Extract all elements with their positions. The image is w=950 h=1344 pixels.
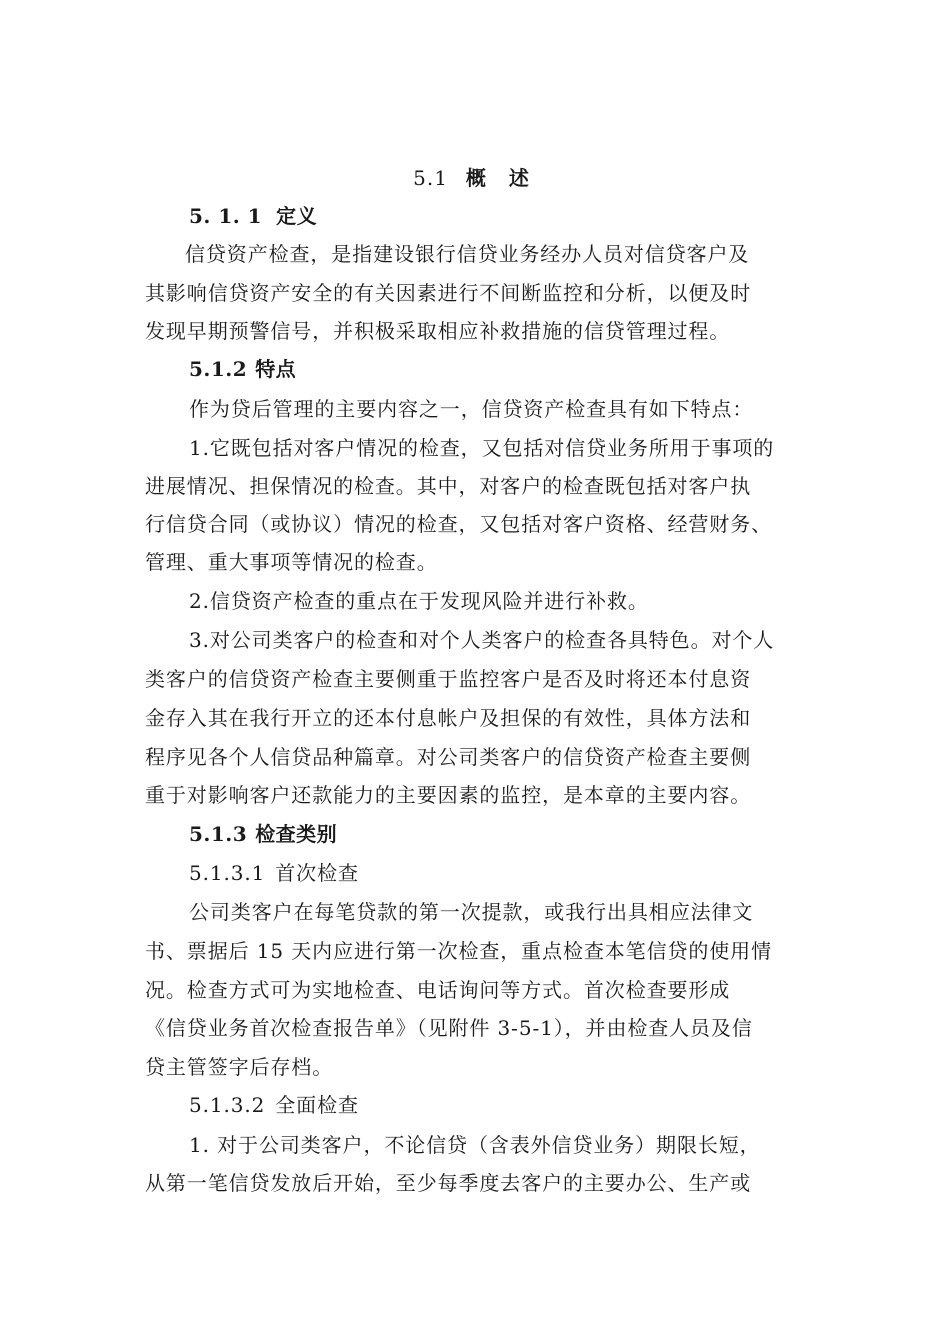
paragraph-line: 1.它既包括对客户情况的检查，又包括对信贷业务所用于事项的	[189, 436, 775, 460]
paragraph-line: 程序见各个人信贷品种篇章。对公司类客户的信贷资产检查主要侧	[145, 745, 752, 769]
paragraph-line: 1. 对于公司类客户，不论信贷（含表外信贷业务）期限长短，	[189, 1133, 761, 1157]
paragraph-line: 《信贷业务首次检查报告单》（见附件 3-5-1），并由检查人员及信	[145, 1016, 753, 1040]
heading-number: 5.1.2	[189, 357, 248, 381]
heading-text: 定义	[276, 204, 318, 228]
heading-number: 5. 1. 1	[189, 204, 263, 228]
heading-text: 检查类别	[255, 822, 338, 846]
paragraph-line: 3.对公司类客户的检查和对个人类客户的检查各具特色。对个人	[189, 628, 775, 652]
paragraph-line: 贷主管签字后存档。	[145, 1055, 334, 1079]
paragraph-line: 发现早期预警信号，并积极采取相应补救措施的信贷管理过程。	[145, 319, 731, 343]
paragraph-line: 书、票据后 15 天内应进行第一次检查，重点检查本笔信贷的使用情	[145, 939, 772, 963]
heading-text: 全面检查	[275, 1093, 359, 1117]
paragraph-line: 进展情况、担保情况的检查。其中，对客户的检查既包括对客户执	[145, 474, 752, 498]
subsection-heading-definition	[189, 202, 889, 230]
paragraph-line: 行信贷合同（或协议）情况的检查，又包括对客户资格、经营财务、	[145, 512, 772, 536]
subsection-heading-full-check	[189, 1091, 889, 1119]
paragraph-line: 重于对影响客户还款能力的主要因素的监控，是本章的主要内容。	[145, 783, 752, 807]
paragraph-line: 况。检查方式可为实地检查、电话询问等方式。首次检查要形成	[145, 978, 731, 1002]
heading-number: 5.1.3.2	[189, 1093, 266, 1117]
heading-number: 5.1.3.1	[189, 861, 266, 885]
section-heading: 概 述	[465, 166, 537, 190]
subsection-heading-features	[189, 355, 889, 383]
paragraph-line: 公司类客户在每笔贷款的第一次提款，或我行出具相应法律文	[189, 900, 754, 924]
subsection-heading-first-check	[189, 859, 889, 887]
paragraph-line: 作为贷后管理的主要内容之一，信贷资产检查具有如下特点：	[189, 397, 754, 421]
section-number: 5.1	[413, 166, 448, 190]
paragraph-line: 其影响信贷资产安全的有关因素进行不间断监控和分析，以便及时	[145, 281, 752, 305]
section-title	[0, 164, 950, 192]
subsection-heading-categories	[189, 820, 889, 848]
paragraph-line: 信贷资产检查，是指建设银行信贷业务经办人员对信贷客户及	[185, 242, 750, 266]
paragraph-line: 从第一笔信贷发放后开始，至少每季度去客户的主要办公、生产或	[145, 1171, 752, 1195]
paragraph-line: 2.信贷资产检查的重点在于发现风险并进行补救。	[189, 589, 649, 613]
heading-text: 首次检查	[275, 861, 359, 885]
paragraph-line: 金存入其在我行开立的还本付息帐户及担保的有效性，具体方法和	[145, 706, 752, 730]
paragraph-line: 管理、重大事项等情况的检查。	[145, 550, 438, 574]
paragraph-line: 类客户的信贷资产检查主要侧重于监控客户是否及时将还本付息资	[145, 667, 752, 691]
heading-number: 5.1.3	[189, 822, 248, 846]
heading-text: 特点	[255, 357, 297, 381]
